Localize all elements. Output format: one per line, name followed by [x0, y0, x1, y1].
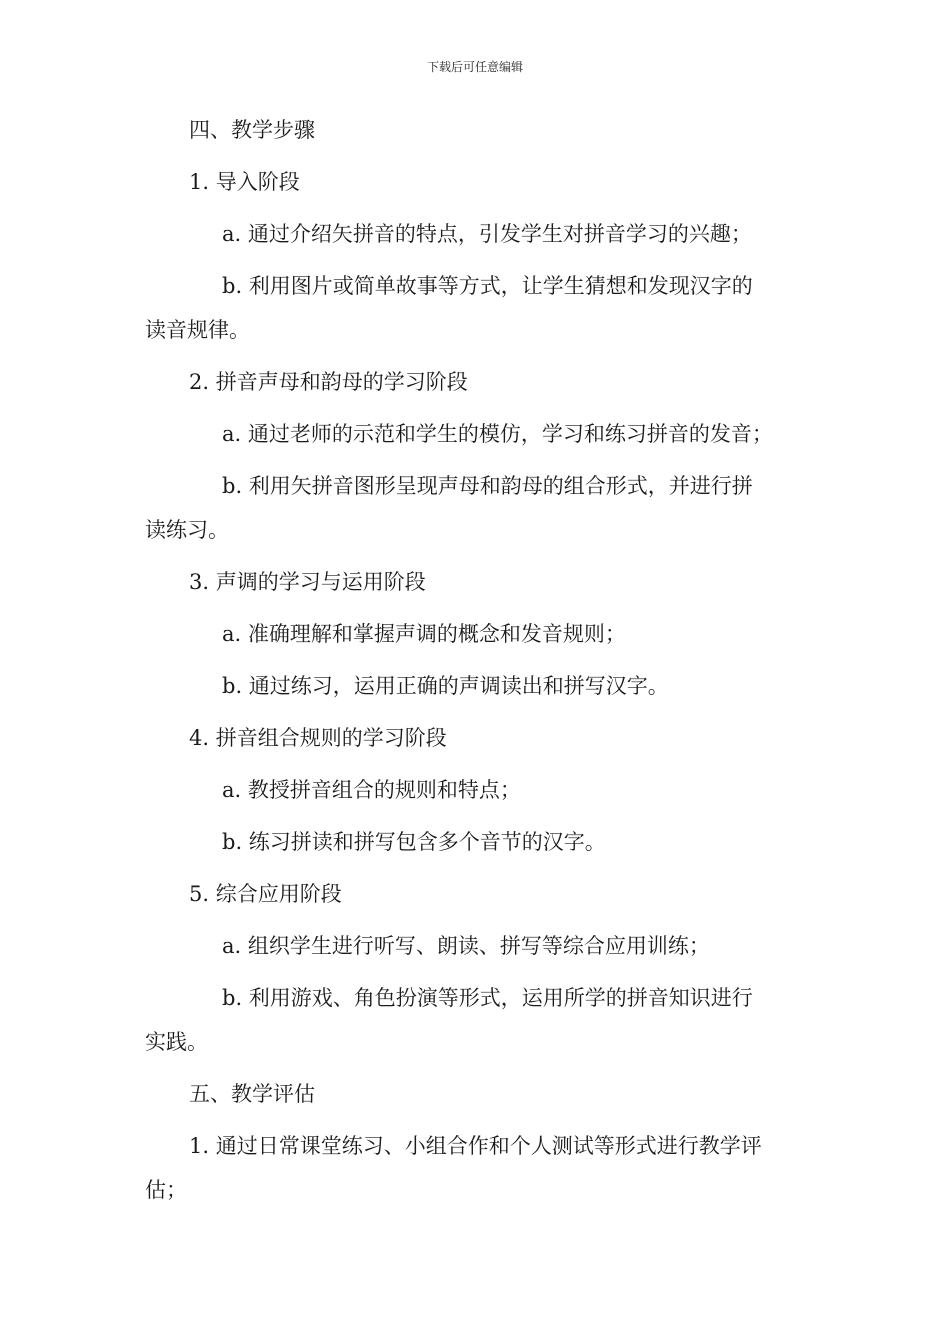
step-4-item-a: a. 教授拼音组合的规则和特点； [222, 778, 521, 802]
step-4-item-b: b. 练习拼读和拼写包含多个音节的汉字。 [222, 830, 606, 854]
step-2-heading: 2. 拼音声母和韵母的学习阶段 [189, 370, 468, 394]
step-3-item-b: b. 通过练习，运用正确的声调读出和拼写汉字。 [222, 674, 669, 698]
step-3-item-a: a. 准确理解和掌握声调的概念和发音规则； [222, 622, 626, 646]
step-4-heading: 4. 拼音组合规则的学习阶段 [189, 726, 447, 750]
document-body [145, 108, 810, 1212]
step-2-item-a: a. 通过老师的示范和学生的模仿，学习和练习拼音的发音； [222, 422, 773, 446]
evaluation-item-1: 1. 通过日常课堂练习、小组合作和个人测试等形式进行教学评 [189, 1134, 762, 1158]
step-5-item-a: a. 组织学生进行听写、朗读、拼写等综合应用训练； [222, 934, 710, 958]
page-header-note: 下载后可任意编辑 [426, 60, 523, 74]
step-1-item-b: b. 利用图片或简单故事等方式，让学生猜想和发现汉字的 [222, 274, 753, 298]
step-5-item-b: b. 利用游戏、角色扮演等形式，运用所学的拼音知识进行 [222, 986, 753, 1010]
section-heading-teaching-evaluation: 五、教学评估 [189, 1082, 315, 1106]
step-1-heading: 1. 导入阶段 [189, 170, 300, 194]
step-1-item-a: a. 通过介绍矢拼音的特点，引发学生对拼音学习的兴趣； [222, 222, 752, 246]
evaluation-item-1-continued: 估； [145, 1178, 187, 1202]
step-2-item-b-continued: 读练习。 [145, 518, 229, 542]
step-5-item-b-continued: 实践。 [145, 1030, 208, 1054]
step-2-item-b: b. 利用矢拼音图形呈现声母和韵母的组合形式，并进行拼 [222, 474, 753, 498]
step-5-heading: 5. 综合应用阶段 [189, 882, 342, 906]
step-1-item-b-continued: 读音规律。 [145, 318, 250, 342]
step-3-heading: 3. 声调的学习与运用阶段 [189, 570, 426, 594]
section-heading-teaching-steps: 四、教学步骤 [189, 118, 315, 142]
